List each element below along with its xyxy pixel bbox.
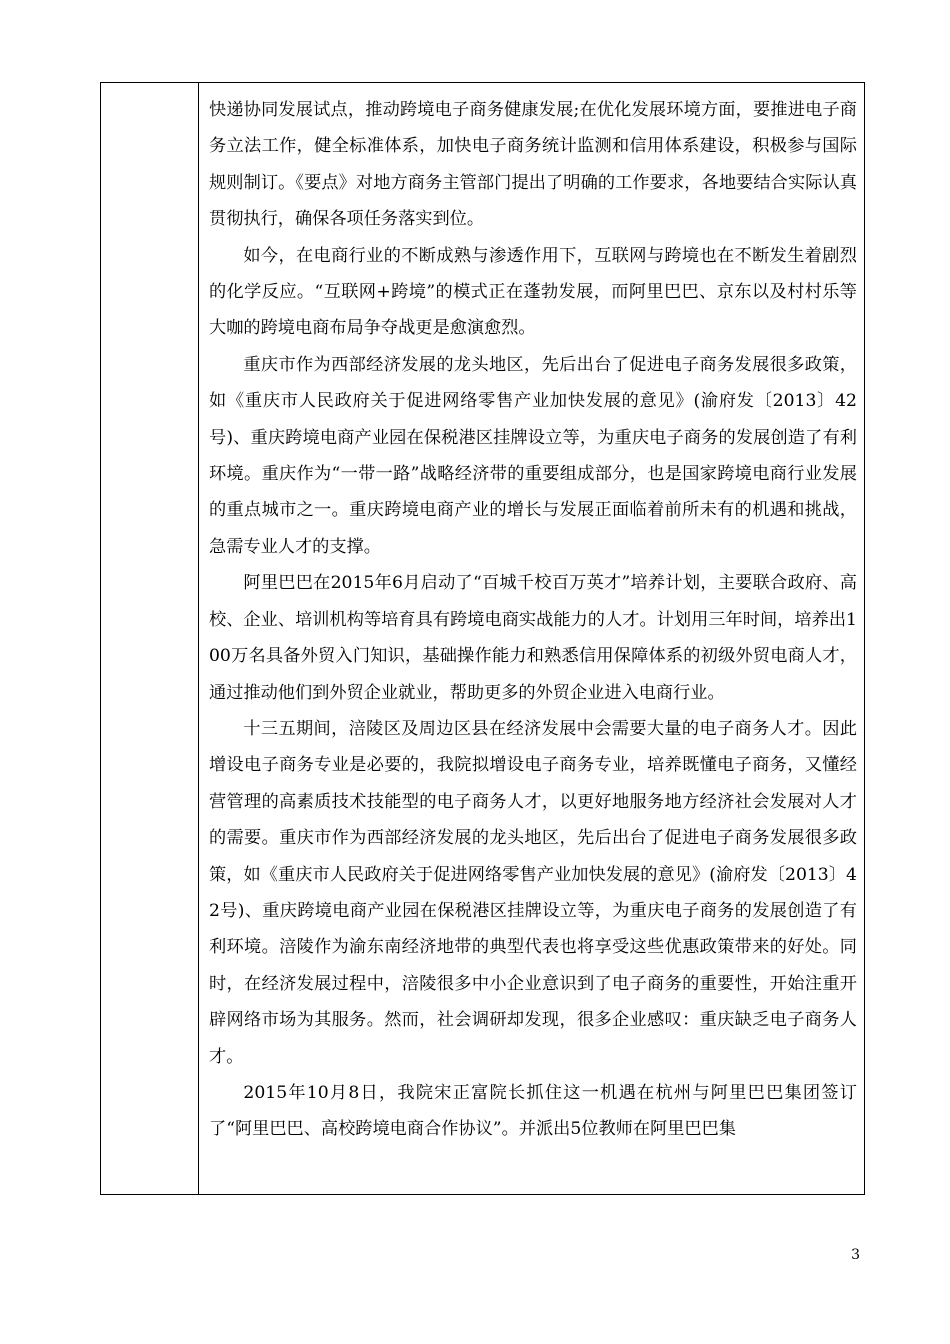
paragraph-3: 重庆市作为西部经济发展的龙头地区，先后出台了促进电子商务发展很多政策，如《重庆市人民政府关于促进网络零售产业加快发展的意见》(渝府发〔2013〕42号)、重庆跨境电商产业园在保税港区挂牌设立等，为重庆电子商务的发展创造了有利环境。重庆作为“一带一路”战略经济带的重要组成部分，也是国家跨境电商行业发展的重点城市之一。重庆跨境电商产业的增长与发展正面临着前所未有的机遇和挑战，急需专业人才的支撑。 <box>209 354 857 557</box>
form-table <box>100 82 865 1195</box>
paragraph-4: 阿里巴巴在2015年6月启动了“百城千校百万英才”培养计划，主要联合政府、高校、企业、培训机构等培育具有跨境电商实战能力的人才。计划用三年时间，培养出100万名具备外贸入门知识，基础操作能力和熟悉信用保障体系的初级外贸电商人才，通过推动他们到外贸企业就业，帮助更多的外贸企业进入电商行业。 <box>209 573 857 703</box>
content-cell <box>199 83 864 1194</box>
paragraph-6: 2015年10月8日，我院宋正富院长抓住这一机遇在杭州与阿里巴巴集团签订了“阿里巴巴、高校跨境电商合作协议”。并派出5位教师在阿里巴巴集 <box>209 1082 857 1140</box>
paragraph-5: 十三五期间，涪陵区及周边区县在经济发展中会需要大量的电子商务人才。因此增设电子商务专业是必要的，我院拟增设电子商务专业，培养既懂电子商务，又懂经营管理的高素质技术技能型的电子商务人才，以更好地服务地方经济社会发展对人才的需要。重庆市作为西部经济发展的龙头地区，先后出台了促进电子商务发展很多政策，如《重庆市人民政府关于促进网络零售产业加快发展的意见》(渝府发〔2013〕42号)、重庆跨境电商产业园在保税港区挂牌设立等，为重庆电子商务的发展创造了有利环境。涪陵作为渝东南经济地带的典型代表也将享受这些优惠政策带来的好处。同时，在经济发展过程中，涪陵很多中小企业意识到了电子商务的重要性，开始注重开辟网络市场为其服务。然而，社会调研却发现，很多企业感叹：重庆缺乏电子商务人才。 <box>209 718 857 1067</box>
paragraph-2: 如今，在电商行业的不断成熟与渗透作用下，互联网与跨境也在不断发生着剧烈的化学反应。“互联网+跨境”的模式正在蓬勃发展，而阿里巴巴、京东以及村村乐等大咖的跨境电商布局争夺战更是愈演愈烈。 <box>209 245 857 339</box>
paragraph-1: 快递协同发展试点，推动跨境电子商务健康发展;在优化发展环境方面，要推进电子商务立法工作，健全标准体系，加快电子商务统计监测和信用体系建设，积极参与国际规则制订。《要点》对地方商务主管部门提出了明确的工作要求，各地要结合实际认真贯彻执行，确保各项任务落实到位。 <box>209 100 857 230</box>
label-column <box>101 83 199 1194</box>
page-number: 3 <box>851 1247 860 1263</box>
